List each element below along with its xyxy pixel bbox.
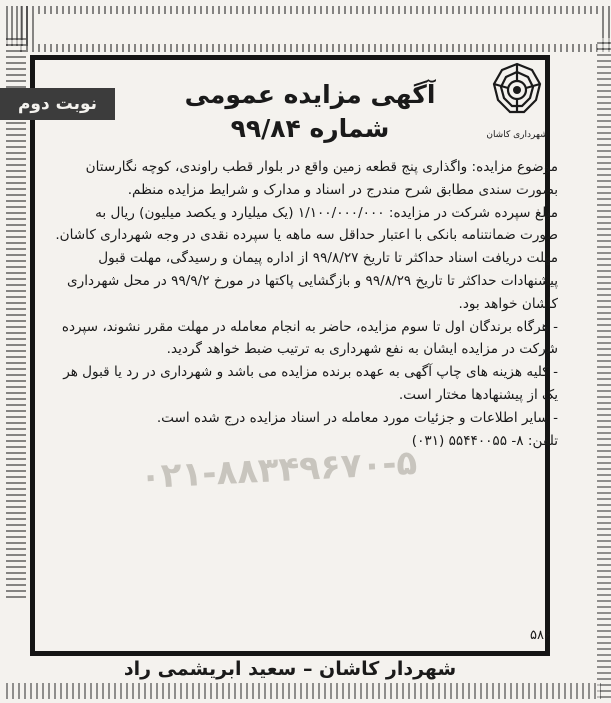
ornamental-frame-right (597, 38, 611, 698)
frame-top-gap (34, 14, 599, 44)
notice-code: ۵۸۶ (530, 628, 551, 643)
ornamental-frame-bottom (6, 683, 601, 699)
other-info: - سایر اطلاعات و جزئیات مورد معامله در اسناد مزایده درج شده است. (156, 409, 558, 426)
emblem-caption: شهرداری کاشان (486, 130, 548, 140)
notice-title (170, 78, 450, 146)
phone-label: تلفن: (523, 432, 558, 449)
phone-number: (۰۳۱) ۵۵۴۴۰۰۵۵ -۸ (411, 432, 524, 449)
winners-clause: - هرگاه برندگان اول تا سوم مزایده، حاضر به انجام معامله در مهلت مقرر نشوند، سپرده شرکت در مزایده ایشان به نفع شهرداری به ترتیب ضبط خواهد گردید. (61, 318, 558, 358)
costs-clause: - کلیه هزینه های چاپ آگهی به عهده برنده مزایده می باشد و شهرداری در رد یا قبول هر یک از پیشنهادها مختار است. (63, 364, 558, 403)
notice-content (17, 60, 560, 680)
ornamental-frame-left (6, 38, 26, 598)
round-badge: نوبت دوم (0, 88, 115, 120)
watermark-phone: ۰۲۱-۸۸۳۴۹۶۷۰-۵ (139, 442, 419, 498)
notice-body (53, 156, 558, 452)
deposit-amount: مبلغ سپرده شرکت در مزایده: ۱/۱۰۰/۰۰۰/۰۰۰ (یک میلیارد و یکصد میلیون) ریال به صورت ضمانتنامه بانکی با اعتبار حداقل سه ماهه یا سپرده نقدی در وجه شهرداری کاشان. (55, 204, 558, 244)
notice-header (17, 60, 560, 152)
title-line-1: آگهی مزایده عمومی (184, 80, 436, 109)
deadlines: مهلت دریافت اسناد حداکثر تا تاریخ ۹۹/۸/۲۷ از اداره پیمان و رسیدگی، مهلت قبول پیشنهادات حداکثر تا تاریخ ۹۹/۸/۲۹ و بازگشایی پاکتها در مورخ ۹۹/۹/۲ در محل شهرداری کاشان خواهد بود. (67, 250, 558, 312)
auction-subject: موضوع مزایده: واگذاری پنج قطعه زمین واقع در بلوار قطب راوندی، کوچه نگارستان بصورت سندی مطابق شرح مندرج در اسناد و مدارک و شرایط مزایده منظم. (85, 159, 558, 198)
phone-line (53, 430, 558, 453)
mayor-signature: شهردار کاشان – سعید ابریشمی راد (123, 658, 457, 680)
title-line-2: شماره ۹۹/۸۴ (230, 114, 390, 143)
